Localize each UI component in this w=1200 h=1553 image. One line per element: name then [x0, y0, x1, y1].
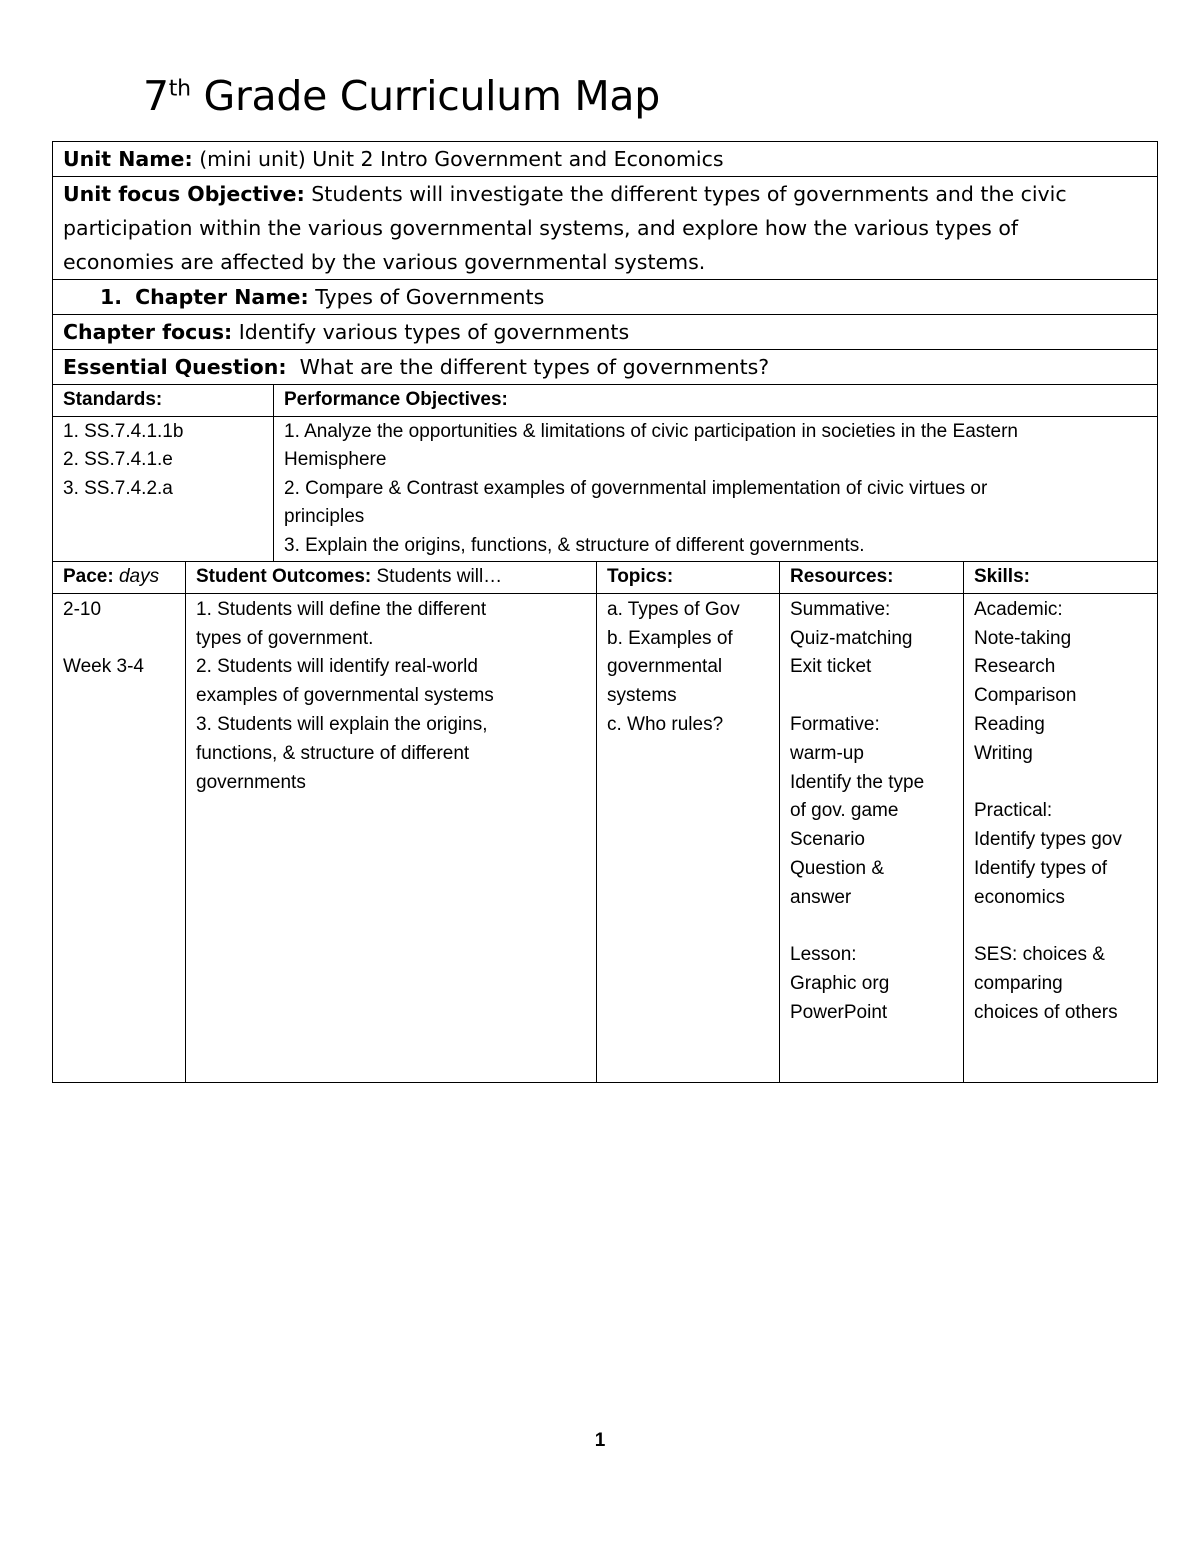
student-outcomes-header: Student Outcomes: Students will…	[186, 562, 597, 593]
student-outcomes-cell: 1. Students will define the different types of government. 2. Students will identify real-world examples of governmental systems 3. Students will explain the origins, functions, & structure of different governments	[186, 594, 597, 1082]
plan-body-row	[53, 594, 1157, 1083]
standard-item: 2. SS.7.4.1.e	[63, 449, 173, 470]
page-title: 7th Grade Curriculum Map	[143, 72, 660, 120]
page-number: 1	[594, 1430, 606, 1451]
pace-header: Pace: days	[53, 562, 186, 593]
plan-header-row	[53, 562, 1157, 594]
standards-header-row	[53, 385, 1157, 417]
performance-objectives-header: Performance Objectives:	[284, 389, 508, 410]
skills-cell: Academic: Note-taking Research Comparison Reading Writing Practical: Identify types gov Identify types of economics SES: choices & comparing choices of others	[974, 598, 1122, 1023]
standards-body-row	[53, 417, 1157, 563]
resources-cell: Summative: Quiz-matching Exit ticket Formative: warm-up Identify the type of gov. game Scenario Question & answer Lesson: Graphic org PowerPoint	[780, 594, 964, 1082]
essential-question-row: Essential Question: What are the different types of governments?	[53, 350, 1157, 385]
pace-cell: 2-10 Week 3-4	[53, 594, 186, 1082]
chapter-name-row: 1. Chapter Name: Types of Governments	[53, 280, 1157, 315]
standard-item: 3. SS.7.4.2.a	[63, 477, 173, 499]
unit-name-row: Unit Name: (mini unit) Unit 2 Intro Government and Economics	[53, 142, 1157, 177]
performance-objectives-list: 1. Analyze the opportunities & limitations of civic participation in societies in the Eastern Hemisphere 2. Compare & Contrast examples of governmental implementation of civic virtues or principles 3. Explain the origins, functions, & structure of different governments.	[284, 420, 1018, 556]
chapter-focus-row: Chapter focus: Identify various types of governments	[53, 315, 1157, 350]
unit-focus-row: Unit focus Objective: Students will investigate the different types of governments and the civic participation within the various governmental systems, and explore how the various types of economies are affected by the various governmental systems.	[53, 177, 1157, 280]
topics-header: Topics:	[597, 562, 780, 593]
resources-header: Resources:	[780, 562, 964, 593]
standard-item: 1. SS.7.4.1.1b	[63, 420, 184, 442]
standards-header: Standards:	[53, 385, 274, 416]
standards-list	[53, 417, 274, 562]
curriculum-table	[52, 141, 1158, 1083]
skills-header: Skills:	[974, 566, 1030, 587]
topics-cell: a. Types of Gov b. Examples of governmental systems c. Who rules?	[597, 594, 780, 1082]
